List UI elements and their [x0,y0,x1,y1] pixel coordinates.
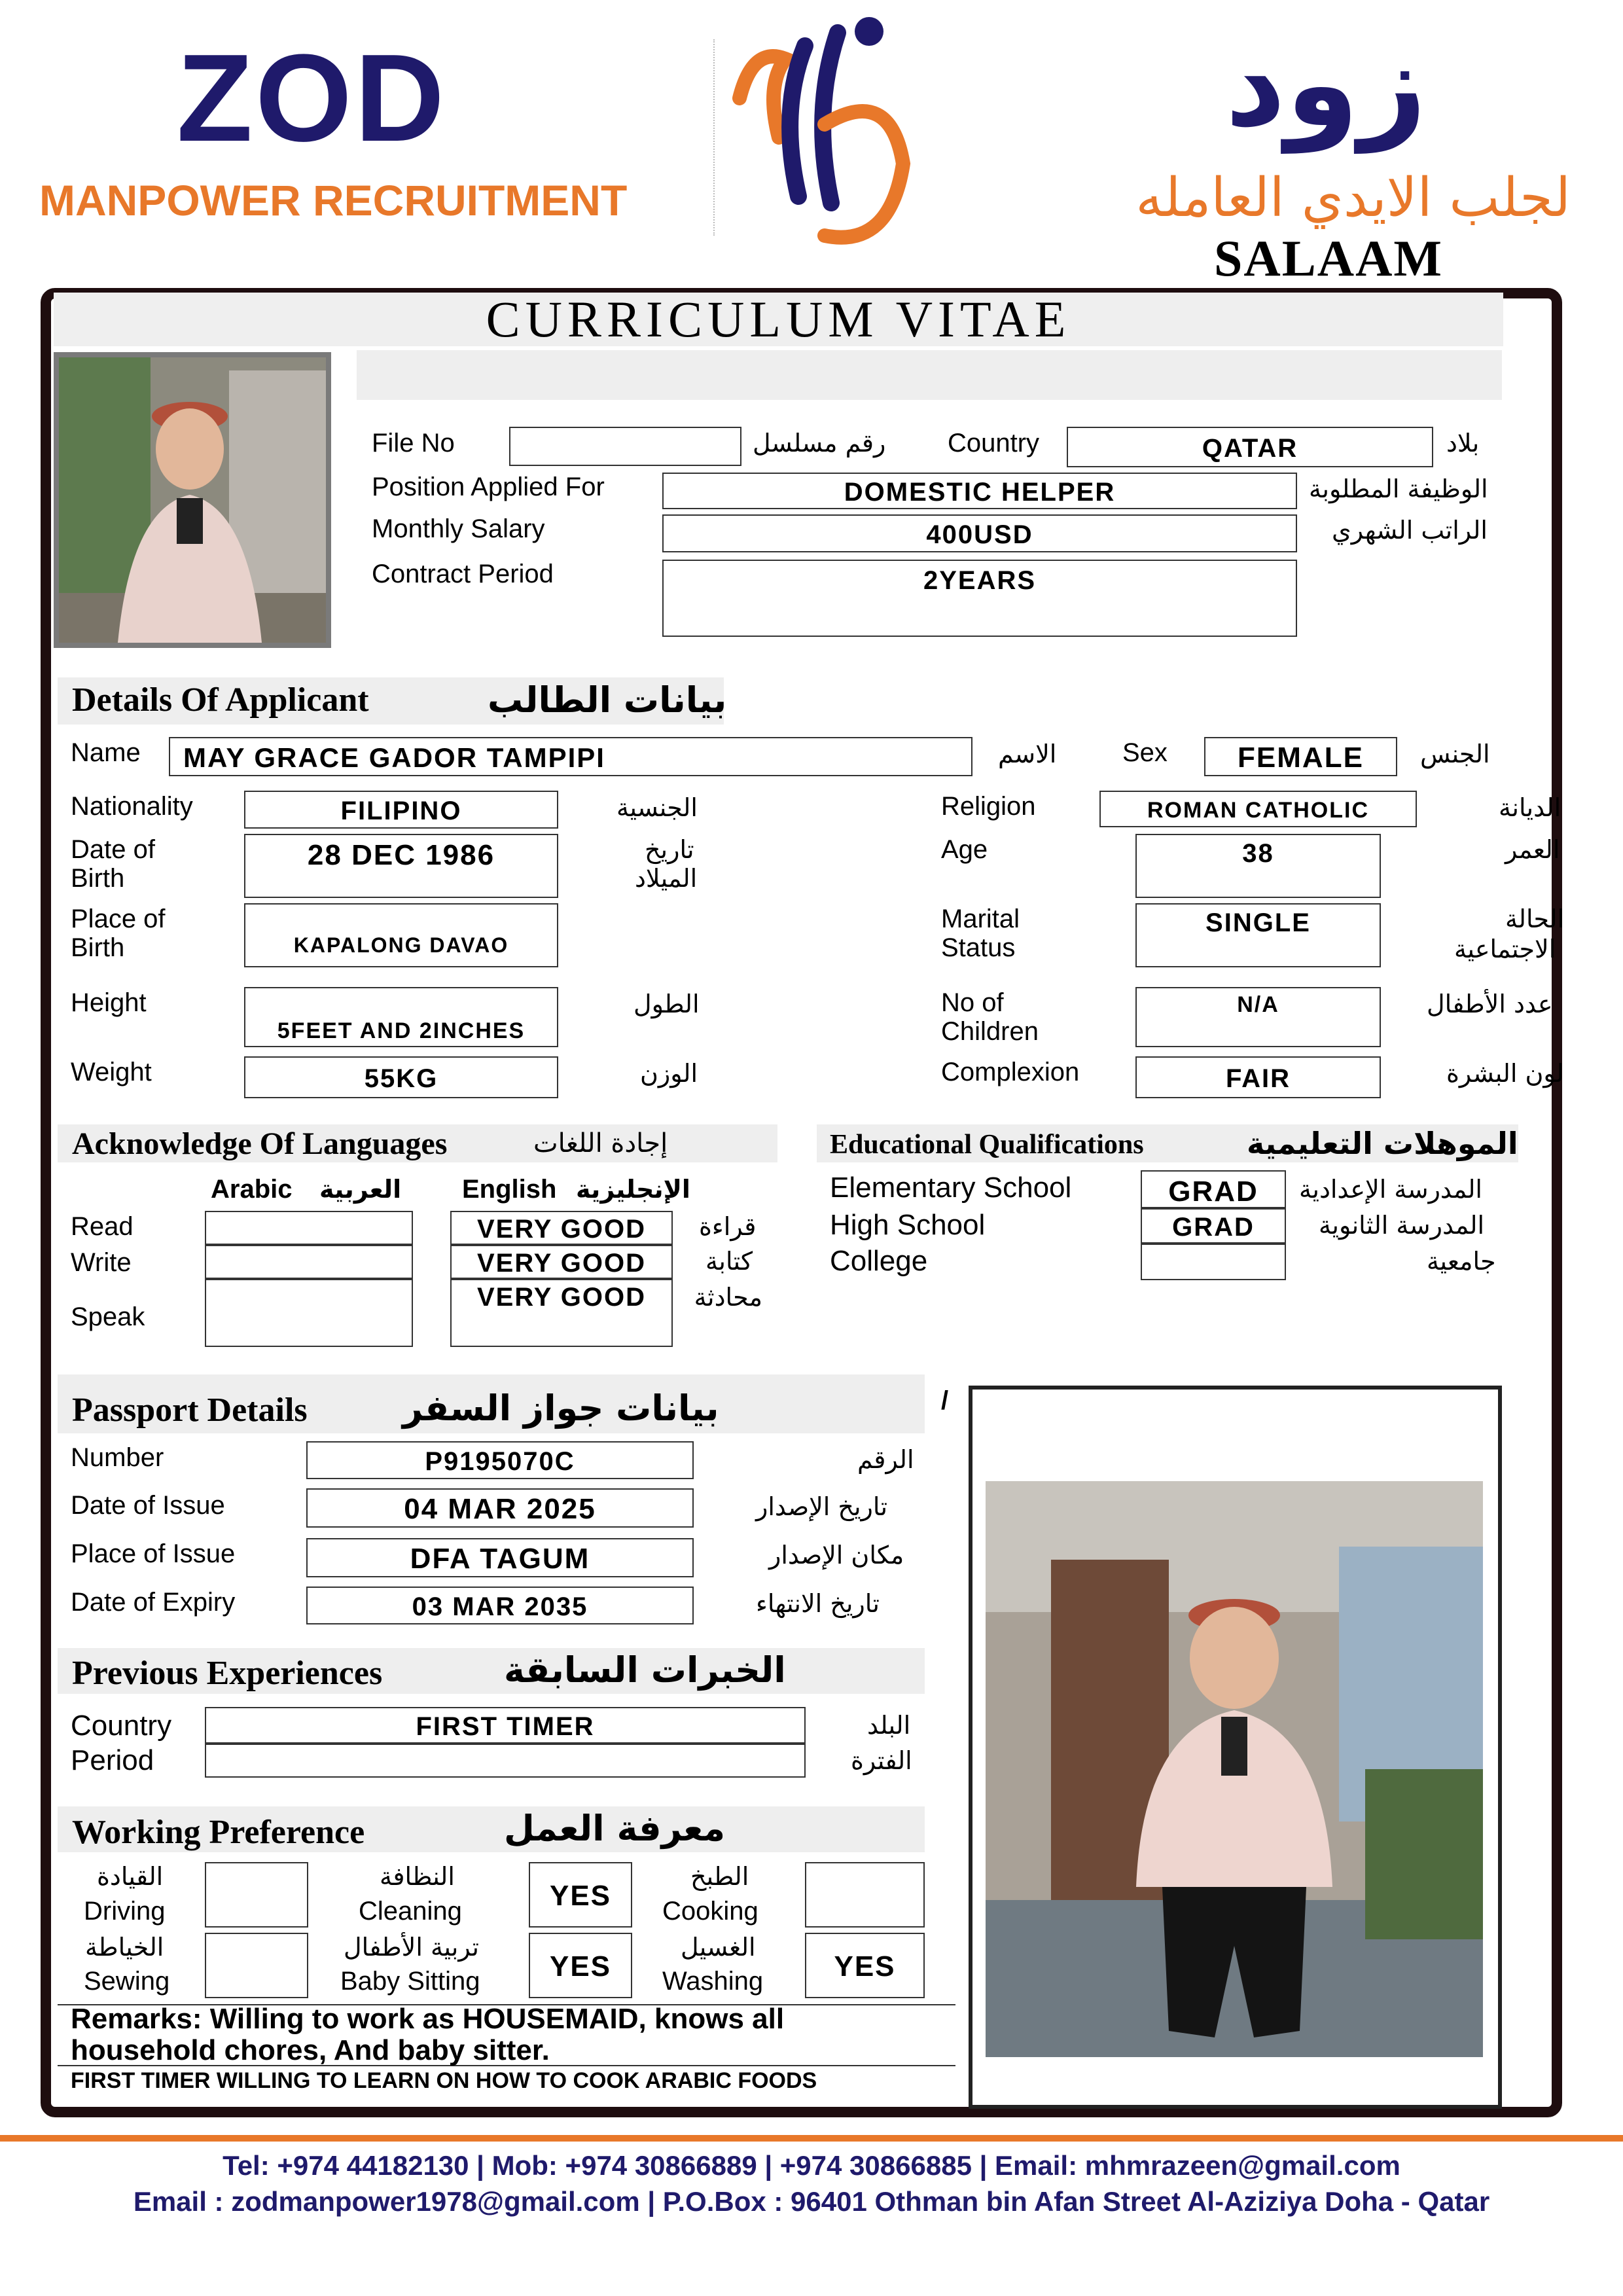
highschool-label-ar: المدرسة الثانوية [1319,1211,1485,1240]
experience-country-label-ar: البلد [867,1711,911,1740]
applicant-section-title-ar: بيانات الطالب [488,679,727,721]
contract-label: Contract Period [372,560,554,588]
weight-label: Weight [71,1058,152,1086]
cleaning-field: YES [529,1862,632,1928]
name-label: Name [71,738,141,767]
position-label-ar: الوظيفة المطلوبة [1309,475,1488,503]
cooking-label: Cooking [662,1897,758,1926]
slash-mark: / [941,1386,949,1415]
dob-field: 28 DEC 1986 [244,834,558,898]
salary-label: Monthly Salary [372,514,545,543]
country-label: Country [948,429,1040,457]
passport-section-title: Passport Details [72,1391,308,1429]
footer-divider [0,2135,1623,2142]
highschool-label: High School [830,1209,986,1241]
pob-field: KAPALONG DAVAO [244,903,558,967]
height-field: 5FEET AND 2INCHES [244,987,558,1047]
write-label: Write [71,1248,132,1277]
speak-label: Speak [71,1302,145,1331]
preference-section-title: Working Preference [72,1814,365,1851]
sewing-label: Sewing [84,1967,170,1996]
speak-label-ar: محادثة [694,1283,762,1312]
header-divider [713,39,716,236]
marital-label-line2: Status [941,933,1016,962]
experience-section-title-ar: الخبرات السابقة [504,1649,786,1691]
pob-label-line2: Birth [71,933,125,962]
remarks-line-2: household chores, And baby sitter. [71,2034,550,2066]
sex-label: Sex [1122,738,1168,767]
speak-english-field: VERY GOOD [450,1279,673,1347]
passport-number-field: P9195070C [306,1441,694,1479]
brand-subtitle: MANPOWER RECRUITMENT [39,176,628,224]
read-english-field: VERY GOOD [450,1211,673,1245]
religion-field: ROMAN CATHOLIC [1099,791,1417,827]
baby-sitting-label-ar: تربية الأطفال [344,1933,479,1962]
applicant-photo-full [969,1386,1502,2109]
company-logo-icon [726,7,923,255]
footer-contact-line-2: Email : zodmanpower1978@gmail.com | P.O.Box : 96401 Othman bin Afan Street Al-Aziziya Doha - Qatar [133,2186,1490,2217]
elementary-label: Elementary School [830,1172,1072,1204]
position-label: Position Applied For [372,473,605,501]
complexion-label-ar: لون البشرة [1446,1059,1564,1088]
weight-field: 55KG [244,1056,558,1098]
complexion-field: FAIR [1135,1056,1381,1098]
age-field: 38 [1135,834,1381,898]
washing-field: YES [805,1933,925,1998]
washing-label: Washing [662,1967,764,1996]
college-field [1141,1244,1286,1280]
sex-field: FEMALE [1204,737,1397,776]
elementary-label-ar: المدرسة الإعدادية [1299,1175,1482,1204]
children-label-line1: No of [941,988,1004,1017]
passport-number-label-ar: الرقم [857,1445,914,1474]
religion-label: Religion [941,792,1036,821]
children-field: N/A [1135,987,1381,1047]
cooking-field [805,1862,925,1928]
college-label: College [830,1245,928,1277]
baby-sitting-field: YES [529,1933,632,1998]
marital-label-line1: Marital [941,905,1020,933]
education-section-title: Educational Qualifications [830,1130,1144,1160]
country-label-ar: بلاد [1446,429,1480,457]
remarks-line-3: FIRST TIMER WILLING TO LEARN ON HOW TO COOK ARABIC FOODS [71,2068,817,2093]
baby-sitting-label: Baby Sitting [340,1967,480,1996]
write-label-ar: كتابة [705,1247,753,1276]
age-label: Age [941,835,988,864]
issue-date-field: 04 MAR 2025 [306,1488,694,1528]
sex-label-ar: الجنس [1420,740,1490,768]
expiry-date-field: 03 MAR 2035 [306,1587,694,1624]
cleaning-label: Cleaning [359,1897,462,1926]
college-label-ar: جامعية [1427,1247,1496,1276]
experience-period-field [205,1744,806,1778]
brand-arabic-subtitle: لجلب الايدي العامله [1135,167,1571,229]
header-gray-bar [357,350,1502,400]
read-label-ar: قراءة [699,1212,757,1241]
marital-field: SINGLE [1135,903,1381,967]
dob-label-line2: Birth [71,864,125,893]
nationality-field: FILIPINO [244,791,558,829]
expiry-date-label-ar: تاريخ الانتهاء [756,1589,880,1618]
english-column-label: English [462,1175,557,1204]
brand-logo-text: ZOD [177,29,448,168]
experience-country-field: FIRST TIMER [205,1707,806,1744]
salaam-label: SALAAM [1214,230,1444,287]
nationality-label-ar: الجنسية [616,793,698,822]
religion-label-ar: الديانة [1499,793,1561,822]
nationality-label: Nationality [71,792,193,821]
file-no-label-ar: رقم مسلسل [753,429,886,457]
sewing-label-ar: الخياطة [85,1933,164,1962]
footer-contact-line-1: Tel: +974 44182130 | Mob: +974 30866889 | +974 30866885 | Email: mhmrazeen@gmail.com [223,2150,1400,2181]
marital-label-ar-line1: الحالة [1505,905,1565,933]
washing-label-ar: الغسيل [681,1933,756,1962]
education-section-title-ar: الموهلات التعليمية [1247,1126,1518,1161]
position-field: DOMESTIC HELPER [662,473,1297,509]
pob-label-line1: Place of [71,905,166,933]
expiry-date-label: Date of Expiry [71,1588,236,1617]
driving-label: Driving [84,1897,166,1926]
children-label-line2: Children [941,1017,1039,1046]
speak-arabic-field [205,1279,413,1347]
country-field: QATAR [1067,427,1433,467]
issue-date-label-ar: تاريخ الإصدار [756,1492,888,1521]
complexion-label: Complexion [941,1058,1080,1086]
children-label-ar: عدد الأطفال [1427,990,1553,1018]
elementary-field: GRAD [1141,1170,1286,1208]
preference-section-title-ar: معرفة العمل [504,1808,726,1849]
applicant-photo-small [54,352,331,648]
marital-label-ar-line2: الاجتماعية [1454,935,1556,963]
height-label-ar: الطول [633,990,700,1018]
dob-label-line1: Date of [71,835,155,864]
applicant-section-title: Details Of Applicant [72,681,369,719]
experience-period-label-ar: الفترة [851,1746,912,1775]
languages-section-title-ar: إجادة اللغات [533,1128,668,1158]
languages-section-title: Acknowledge Of Languages [72,1126,448,1161]
driving-field [205,1862,308,1928]
brand-arabic: زود [1225,16,1427,153]
experience-period-label: Period [71,1744,154,1776]
read-label: Read [71,1212,134,1241]
age-label-ar: العمر [1505,835,1560,864]
salary-label-ar: الراتب الشهري [1332,516,1488,545]
salary-field: 400USD [662,514,1297,552]
contract-field: 2YEARS [662,560,1297,637]
cleaning-label-ar: النظافة [380,1862,455,1891]
passport-section-title-ar: بيانات جواز السفر [402,1388,719,1429]
height-label: Height [71,988,147,1017]
read-arabic-field [205,1211,413,1245]
name-label-ar: الاسم [998,740,1057,768]
cooking-label-ar: الطبخ [690,1862,749,1891]
cv-title: CURRICULUM VITAE [54,293,1503,346]
weight-label-ar: الوزن [640,1059,698,1088]
driving-label-ar: القيادة [97,1862,164,1891]
issue-place-label-ar: مكان الإصدار [769,1541,904,1570]
sewing-field [205,1933,308,1998]
write-english-field: VERY GOOD [450,1245,673,1279]
arabic-column-label: Arabic [211,1175,293,1204]
experience-section-title: Previous Experiences [72,1655,383,1692]
file-no-field [509,427,741,466]
issue-date-label: Date of Issue [71,1491,225,1520]
file-no-label: File No [372,429,455,457]
issue-place-field: DFA TAGUM [306,1538,694,1577]
dob-label-ar-line1: تاريخ [645,835,694,864]
remarks-line-1: Remarks: Willing to work as HOUSEMAID, knows all [71,2003,785,2035]
arabic-column-label-ar: العربية [319,1175,402,1204]
issue-place-label: Place of Issue [71,1539,236,1568]
name-field: MAY GRACE GADOR TAMPIPI [169,737,972,776]
dob-label-ar-line2: الميلاد [635,864,698,893]
experience-country-label: Country [71,1710,172,1742]
highschool-field: GRAD [1141,1208,1286,1244]
passport-number-label: Number [71,1443,164,1472]
write-arabic-field [205,1245,413,1279]
english-column-label-ar: الإنجليزية [576,1175,690,1204]
